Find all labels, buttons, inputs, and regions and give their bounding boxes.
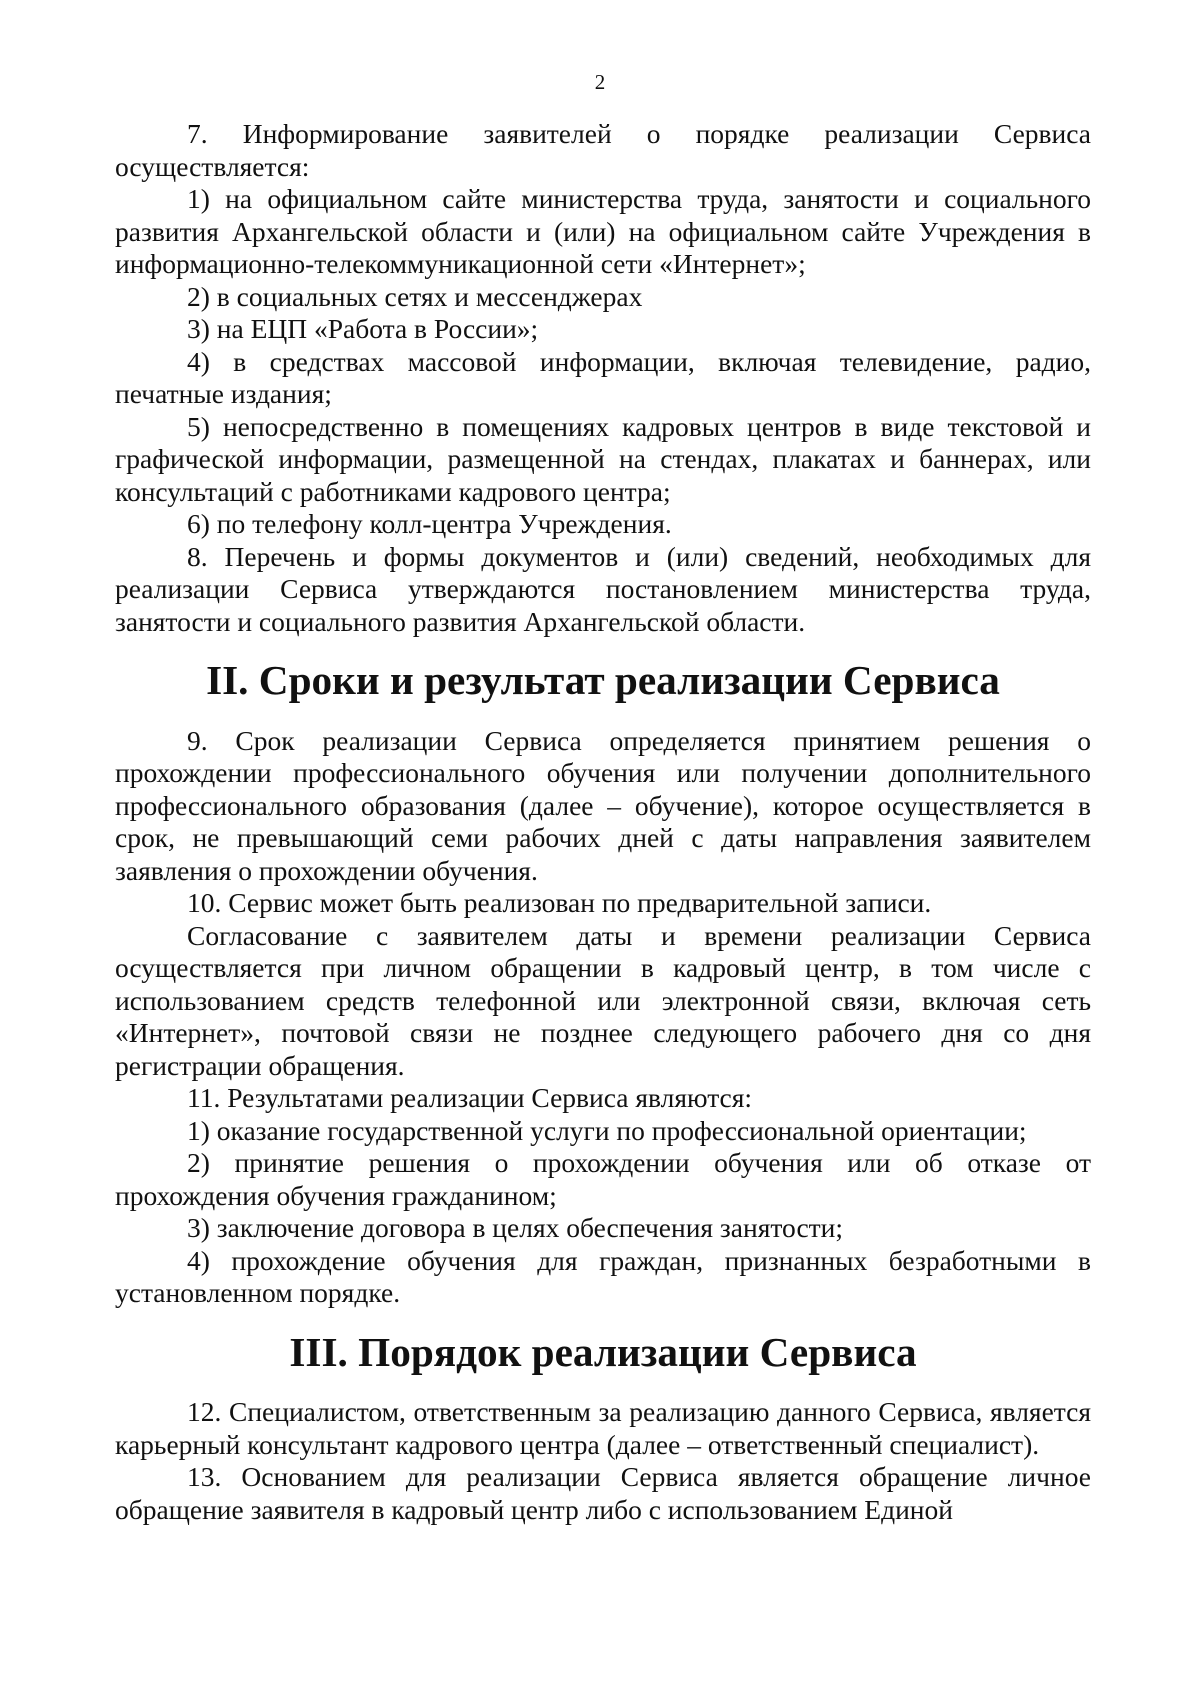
paragraph-7-item-4: 4) в средствах массовой информации, включая телевидение, радио, печатные издания; bbox=[115, 345, 1091, 409]
section-heading-2: II. Сроки и результат реализации Сервиса bbox=[206, 657, 1000, 703]
paragraph-13: 13. Основанием для реализации Сервиса является обращение личное обращение заявителя в кадровый центр либо с использованием Единой bbox=[115, 1461, 1091, 1525]
paragraph-11-item-4: 4) прохождение обучения для граждан, признанных безработными в установленном порядке. bbox=[115, 1244, 1091, 1308]
paragraph-8: 8. Перечень и формы документов и (или) сведений, необходимых для реализации Сервиса утверждаются постановлением министерства труда, занятости и социального развития Архангельской области. bbox=[115, 540, 1091, 637]
paragraph-10: 10. Сервис может быть реализован по предварительной записи. bbox=[187, 887, 932, 918]
paragraph-11-item-3: 3) заключение договора в целях обеспечения занятости; bbox=[187, 1212, 844, 1243]
page-number: 2 bbox=[594, 70, 606, 94]
document-body bbox=[115, 118, 1091, 1526]
paragraph-7-item-5: 5) непосредственно в помещениях кадровых центров в виде текстовой и графической информации, размещенной на стендах, плакатах и баннерах, или консультаций с работниками кадрового центра; bbox=[115, 410, 1091, 507]
paragraph-11-item-2: 2) принятие решения о прохождении обучения или об отказе от прохождения обучения гражданином; bbox=[115, 1147, 1091, 1211]
paragraph-7-item-6: 6) по телефону колл-центра Учреждения. bbox=[187, 508, 672, 539]
paragraph-12: 12. Специалистом, ответственным за реализацию данного Сервиса, является карьерный консультант кадрового центра (далее – ответственный специалист). bbox=[115, 1396, 1091, 1460]
paragraph-7-item-2: 2) в социальных сетях и мессенджерах bbox=[187, 280, 643, 312]
paragraph-7-item-1: 1) на официальном сайте министерства труда, занятости и социального развития Архангельской области и (или) на официальном сайте Учреждения в информационно-телекоммуникационной сети «Интернет»; bbox=[115, 183, 1091, 279]
paragraph-7-item-3: 3) на ЕЦП «Работа в России»; bbox=[187, 313, 539, 344]
paragraph-9: 9. Срок реализации Сервиса определяется принятием решения о прохождении профессионального обучения или получении дополнительного профессионального образования (далее – обучение), которое осуществляется в срок, не превышающий семи рабочих дней с даты направления заявителем заявления о прохождении обучения. bbox=[115, 724, 1091, 886]
paragraph-11: 11. Результатами реализации Сервиса являются: bbox=[187, 1082, 753, 1113]
paragraph-7: 7. Информирование заявителей о порядке реализации Сервиса осуществляется: bbox=[115, 118, 1091, 182]
paragraph-11-item-1: 1) оказание государственной услуги по профессиональной ориентации; bbox=[187, 1114, 1027, 1146]
paragraph-10-continued: Согласование с заявителем даты и времени реализации Сервиса осуществляется при личном обращении в кадровый центр, в том числе с использованием средств телефонной или электронной связи, включая сеть «Интернет», почтовой связи не позднее следующего рабочего дня со дня регистрации обращения. bbox=[115, 919, 1091, 1081]
section-heading-3: III. Порядок реализации Сервиса bbox=[289, 1328, 917, 1375]
